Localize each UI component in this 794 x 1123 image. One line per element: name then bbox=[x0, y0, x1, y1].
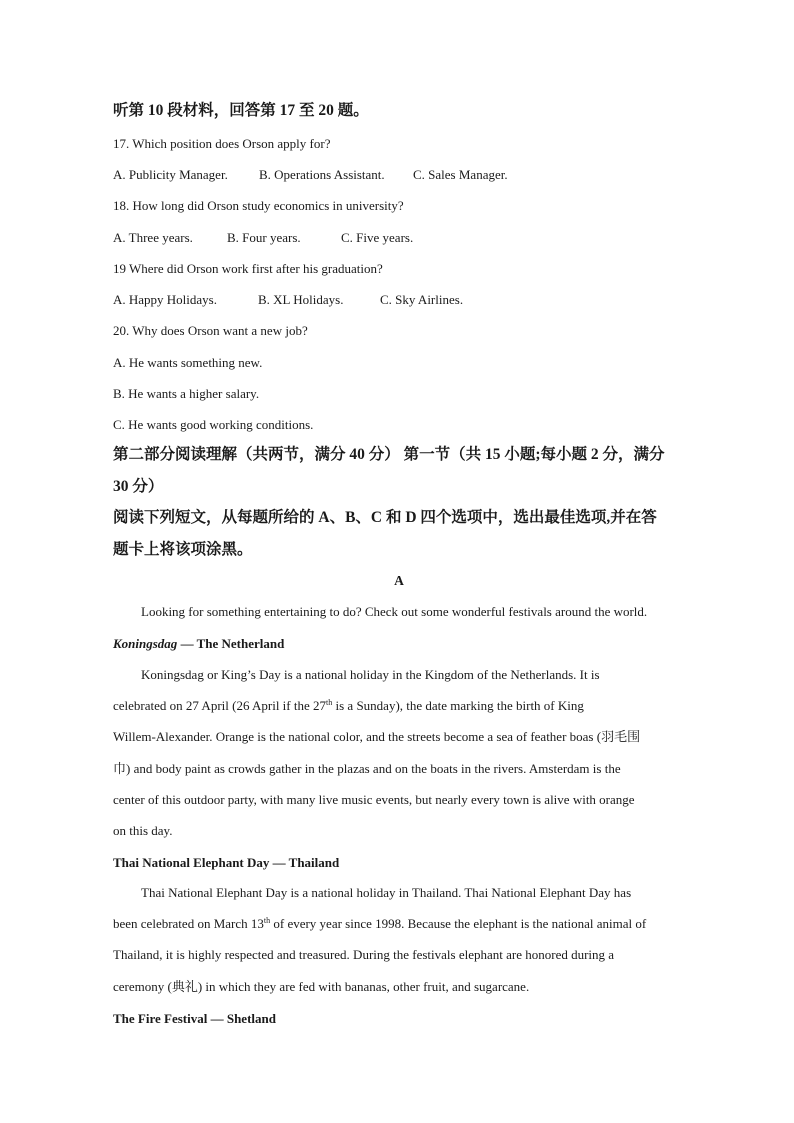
question-20-option-a: A. He wants something new. bbox=[113, 355, 263, 370]
question-20-stem: 20. Why does Orson want a new job? bbox=[113, 323, 308, 338]
question-20-option-c: C. He wants good working conditions. bbox=[113, 417, 314, 432]
paragraph-line: celebrated on 27 April (26 April if the 27th is a Sunday), the date marking the birth of King bbox=[113, 698, 584, 714]
section-title-elephant-day: Thai National Elephant Day — Thailand bbox=[113, 855, 340, 870]
option-b: B. Four years. bbox=[227, 230, 301, 245]
question-18-stem: 18. How long did Orson study economics in university? bbox=[113, 198, 404, 213]
koningsdag-paragraph bbox=[113, 667, 685, 854]
part2-heading-line2: 30 分） bbox=[113, 478, 164, 495]
elephant-day-paragraph bbox=[113, 885, 685, 1010]
part2-instruction-line2: 题卡上将该项涂黑。 bbox=[113, 541, 253, 558]
section-title-fire-festival: The Fire Festival — Shetland bbox=[113, 1011, 276, 1026]
paragraph-line: Thailand, it is highly respected and treasured. During the festivals elephant are honored during a bbox=[113, 947, 615, 963]
title-italic: Koningsdag bbox=[113, 636, 178, 651]
option-a: A. Happy Holidays. bbox=[113, 292, 217, 307]
paragraph-line: ceremony (典礼) in which they are fed with bananas, other fruit, and sugarcane. bbox=[113, 978, 530, 994]
part2-heading-line1: 第二部分阅读理解（共两节，满分 40 分） 第一节（共 15 小题;每小题 2 分，满分 bbox=[113, 446, 665, 463]
paragraph-line: been celebrated on March 13th of every year since 1998. Because the elephant is the national animal of bbox=[113, 916, 647, 932]
paragraph-line: on this day. bbox=[113, 822, 173, 838]
question-17-stem: 17. Which position does Orson apply for? bbox=[113, 136, 331, 151]
paragraph-line: Willem-Alexander. Orange is the national color, and the streets become a sea of feather boas (羽毛围 bbox=[113, 729, 641, 745]
option-a: A. Three years. bbox=[113, 230, 193, 245]
question-19-stem: 19 Where did Orson work first after his graduation? bbox=[113, 261, 383, 276]
question-19-options bbox=[113, 292, 463, 308]
paragraph-line: 巾) and body paint as crowds gather in the plazas and on the boats in the rivers. Amsterdam is the bbox=[113, 760, 621, 776]
section-title-koningsdag bbox=[113, 636, 284, 652]
passage-intro: Looking for something entertaining to do? Check out some wonderful festivals around the world. bbox=[141, 604, 648, 619]
paragraph-line: Koningsdag or King’s Day is a national holiday in the Kingdom of the Netherlands. It is bbox=[141, 667, 600, 682]
section-heading: 听第 10 段材料，回答第 17 至 20 题。 bbox=[113, 102, 369, 119]
question-17-options bbox=[113, 167, 508, 183]
option-b: B. Operations Assistant. bbox=[259, 167, 385, 182]
option-c: C. Sales Manager. bbox=[413, 167, 508, 182]
paragraph-line: center of this outdoor party, with many live music events, but nearly every town is alive with orange bbox=[113, 791, 635, 807]
option-c: C. Sky Airlines. bbox=[380, 292, 464, 307]
part2-instruction-line1: 阅读下列短文，从每题所给的 A、B、C 和 D 四个选项中，选出最佳选项,并在答 bbox=[113, 509, 657, 526]
paragraph-line: Thai National Elephant Day is a national holiday in Thailand. Thai National Elephant Day has bbox=[141, 885, 632, 900]
passage-letter: A bbox=[394, 573, 404, 588]
option-b: B. XL Holidays. bbox=[258, 292, 344, 307]
option-a: A. Publicity Manager. bbox=[113, 167, 228, 182]
question-20-option-b: B. He wants a higher salary. bbox=[113, 386, 260, 401]
title-rest: — The Netherland bbox=[177, 636, 285, 651]
option-c: C. Five years. bbox=[341, 230, 414, 245]
question-18-options bbox=[113, 230, 413, 246]
